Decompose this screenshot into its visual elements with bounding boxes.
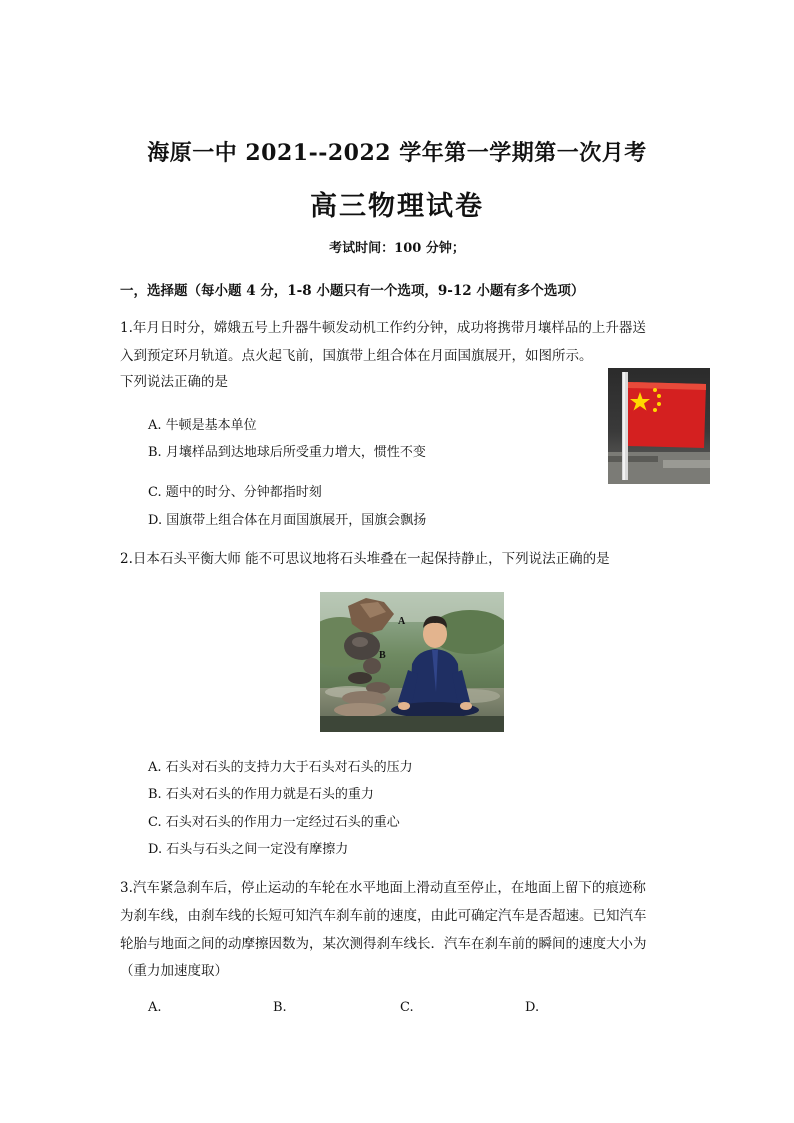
exam-subtitle: 高三物理试卷 (310, 191, 484, 222)
q3-line-1: 3.汽车紧急刹车后，停止运动的车轮在水平地面上滑动直至停止，在地面上留下的痕迹称 (120, 880, 646, 896)
section-heading: 一，选择题（每小题 4 分，1-8 小题只有一个选项，9-12 小题有多个选项） (120, 283, 585, 299)
q2-option-d: D. 石头与石头之间一定没有摩擦力 (148, 842, 349, 857)
q3-option-b: B. (273, 1000, 287, 1015)
stone-balance-photo (320, 592, 504, 732)
q3-line-3: 轮胎与地面之间的动摩擦因数为，某次测得刹车线长．汽车在刹车前的瞬间的速度大小为 (120, 936, 647, 952)
q3-option-d: D. (525, 1000, 540, 1015)
q3-option-c: C. (400, 1000, 414, 1015)
q1-line-3: 下列说法正确的是 (120, 374, 228, 390)
exam-title: 海原一中 2021--2022 学年第一学期第一次月考 (147, 140, 647, 166)
q2-option-c: C. 石头对石头的作用力一定经过石头的重心 (148, 815, 400, 830)
q1-option-c: C. 题中的时分、分钟都指时刻 (148, 485, 322, 500)
moon-flag-photo (608, 368, 710, 484)
q1-line-1: 1.年月日时分，嫦娥五号上升器牛顿发动机工作约分钟，成功将携带月壤样品的上升器送 (120, 320, 646, 336)
q3-line-4: （重力加速度取） (120, 963, 228, 979)
q3-line-2: 为刹车线，由刹车线的长短可知汽车刹车前的速度，由此可确定汽车是否超速。已知汽车 (120, 908, 647, 924)
exam-time: 考试时间：100 分钟； (329, 241, 465, 256)
q1-option-d: D. 国旗带上组合体在月面国旗展开，国旗会飘扬 (148, 513, 427, 528)
q1-line-2: 入到预定环月轨道。点火起飞前，国旗带上组合体在月面国旗展开，如图所示。 (120, 348, 593, 364)
q2-option-b: B. 石头对石头的作用力就是石头的重力 (148, 787, 374, 802)
q2-line-1: 2.日本石头平衡大师 能不可思议地将石头堆叠在一起保持静止，下列说法正确的是 (120, 551, 610, 567)
q3-option-a: A. (148, 1000, 162, 1015)
q1-option-a: A. 牛顿是基本单位 (148, 418, 257, 433)
stone-label-b: B (379, 650, 386, 661)
q1-option-b: B. 月壤样品到达地球后所受重力增大，惯性不变 (148, 445, 426, 460)
stone-label-a: A (398, 616, 406, 627)
q2-option-a: A. 石头对石头的支持力大于石头对石头的压力 (148, 760, 413, 775)
